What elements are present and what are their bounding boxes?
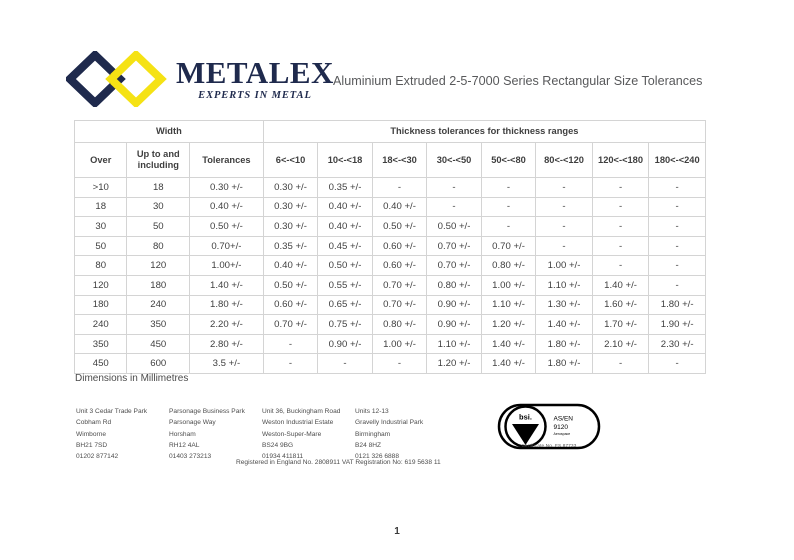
address-line: Wimborne: [76, 430, 107, 438]
table-cell: 30: [127, 197, 190, 217]
table-cell: 600: [127, 354, 190, 374]
address-line: Unit 36, Buckingham Road: [262, 408, 341, 415]
table-cell: 0.60 +/-: [372, 236, 427, 256]
table-cell: 2.30 +/-: [649, 334, 706, 354]
table-cell: -: [649, 178, 706, 198]
table-cell: -: [263, 334, 318, 354]
table-row: [75, 334, 706, 354]
address-column: [262, 406, 355, 463]
table-cell: 0.80 +/-: [481, 256, 536, 276]
table-cell: 0.40 +/-: [263, 256, 318, 276]
table-cell: 0.70+/-: [190, 236, 264, 256]
table-cell: 0.80 +/-: [427, 275, 482, 295]
table-cell: -: [649, 275, 706, 295]
address-block: [76, 406, 448, 463]
table-cell: 1.40 +/-: [190, 275, 264, 295]
address-line: Horsham: [169, 430, 196, 438]
logo-wordmark: [176, 54, 334, 102]
table-cell: -: [427, 178, 482, 198]
table-cell: 0.90 +/-: [427, 315, 482, 335]
table-cell: -: [372, 178, 427, 198]
table-cell: 80: [75, 256, 127, 276]
table-cell: -: [263, 354, 318, 374]
table-cell: -: [536, 178, 593, 198]
table-row: [75, 315, 706, 335]
table-cell: 3.5 +/-: [190, 354, 264, 374]
table-cell: 0.70 +/-: [427, 256, 482, 276]
table-cell: -: [592, 354, 649, 374]
table-cell: 450: [75, 354, 127, 374]
table-cell: 1.20 +/-: [427, 354, 482, 374]
table-cell: 120: [127, 256, 190, 276]
table-cell: 180: [75, 295, 127, 315]
address-line: Birmingham: [355, 430, 391, 438]
table-cell: 0.50 +/-: [190, 217, 264, 237]
column-header-over: Over: [75, 143, 127, 178]
table-cell: -: [649, 217, 706, 237]
table-body: [75, 178, 706, 374]
table-cell: 120: [75, 275, 127, 295]
table-cell: 240: [127, 295, 190, 315]
address-column: [76, 406, 169, 463]
table-row: [75, 295, 706, 315]
column-header-10-18: 10<-<18: [318, 143, 373, 178]
address-line: Weston Industrial Estate: [262, 419, 334, 427]
group-header-width: Width: [75, 121, 264, 143]
table-cell: 0.50 +/-: [263, 275, 318, 295]
column-header-30-50: 30<-<50: [427, 143, 482, 178]
address-line: Unit 3 Cedar Trade Park: [76, 408, 148, 415]
metalex-logo: [66, 51, 334, 107]
column-header-120-180: 120<-<180: [592, 143, 649, 178]
table-cell: 0.90 +/-: [318, 334, 373, 354]
table-cell: 1.70 +/-: [592, 315, 649, 335]
table-cell: 180: [127, 275, 190, 295]
table-cell: 0.50 +/-: [427, 217, 482, 237]
table-row: [75, 354, 706, 374]
group-header-thickness: Thickness tolerances for thickness ranges: [263, 121, 705, 143]
table-cell: -: [481, 217, 536, 237]
table-cell: 0.60 +/-: [263, 295, 318, 315]
table-cell: 0.30 +/-: [263, 197, 318, 217]
address-line: 0121 326 6888: [355, 453, 400, 461]
table-cell: 0.90 +/-: [427, 295, 482, 315]
table-cell: 0.65 +/-: [318, 295, 373, 315]
table-cell: 1.00 +/-: [372, 334, 427, 354]
address-line: 01403 273213: [169, 453, 212, 461]
table-cell: 1.40 +/-: [592, 275, 649, 295]
metalex-diamonds-icon: [66, 51, 174, 107]
table-cell: -: [592, 256, 649, 276]
table-cell: 1.60 +/-: [592, 295, 649, 315]
page-number: 1: [394, 526, 400, 537]
address-column: [169, 406, 262, 463]
table-cell: 0.30 +/-: [263, 178, 318, 198]
table-cell: -: [592, 236, 649, 256]
size-tolerances-table: [74, 120, 706, 374]
table-cell: 50: [127, 217, 190, 237]
table-cell: 350: [75, 334, 127, 354]
table-cell: -: [649, 197, 706, 217]
table-cell: 80: [127, 236, 190, 256]
table-cell: 0.60 +/-: [372, 256, 427, 276]
table-cell: 0.70 +/-: [263, 315, 318, 335]
table-cell: 50: [75, 236, 127, 256]
table-cell: 1.80 +/-: [536, 354, 593, 374]
address-line: B24 8HZ: [355, 441, 382, 449]
page-title: Aluminium Extruded 2-5-7000 Series Rectangular Size Tolerances: [333, 74, 703, 88]
table-cell: 1.10 +/-: [481, 295, 536, 315]
table-cell: 1.10 +/-: [536, 275, 593, 295]
table-cell: 0.70 +/-: [372, 295, 427, 315]
column-header-50-80: 50<-<80: [481, 143, 536, 178]
table-row: [75, 236, 706, 256]
table-cell: -: [481, 197, 536, 217]
table-cell: 1.80 +/-: [649, 295, 706, 315]
table-cell: 0.30 +/-: [263, 217, 318, 237]
table-cell: 30: [75, 217, 127, 237]
table-cell: 0.40 +/-: [190, 197, 264, 217]
brand-name: METALEX: [176, 54, 334, 90]
table-cell: 2.80 +/-: [190, 334, 264, 354]
table-cell: -: [649, 256, 706, 276]
table-cell: 1.30 +/-: [536, 295, 593, 315]
address-line: RH12 4AL: [169, 441, 200, 449]
company-registration-line: Registered in England No. 2808911 VAT Registration No: 619 5638 11: [236, 459, 441, 466]
table-cell: 1.80 +/-: [536, 334, 593, 354]
table-cell: 1.40 +/-: [481, 354, 536, 374]
bsi-standard-label: AS/EN: [553, 415, 574, 423]
address-line: Units 12-13: [355, 408, 389, 415]
table-cell: 1.40 +/-: [481, 334, 536, 354]
address-line: 01934 411811: [262, 453, 304, 461]
table-row: [75, 275, 706, 295]
bsi-sector-label: Aerospace: [553, 432, 571, 436]
address-line: Gravelly Industrial Park: [355, 419, 424, 427]
table-cell: 1.80 +/-: [190, 295, 264, 315]
address-line: Parsonage Business Park: [169, 408, 245, 415]
bsi-certificate-number: Certificate No. FS 87733: [521, 443, 577, 448]
address-line: 01202 877142: [76, 453, 119, 461]
table-cell: 240: [75, 315, 127, 335]
table-cell: 0.55 +/-: [318, 275, 373, 295]
table-cell: -: [318, 354, 373, 374]
table-row: [75, 178, 706, 198]
table-cell: -: [592, 217, 649, 237]
table-column-header-row: [75, 143, 706, 178]
table-cell: 1.10 +/-: [427, 334, 482, 354]
table-cell: -: [649, 236, 706, 256]
table-row: [75, 217, 706, 237]
column-header-80-120: 80<-<120: [536, 143, 593, 178]
table-cell: -: [592, 197, 649, 217]
bsi-number-label: 9120: [553, 424, 568, 431]
table-cell: -: [536, 217, 593, 237]
table-head: [75, 121, 706, 178]
table-cell: -: [536, 197, 593, 217]
table-cell: 0.40 +/-: [372, 197, 427, 217]
table-cell: -: [649, 354, 706, 374]
column-header-6-10: 6<-<10: [263, 143, 318, 178]
address-line: Cobham Rd: [76, 419, 112, 427]
address-column: [355, 406, 448, 463]
table-cell: 0.35 +/-: [263, 236, 318, 256]
table-cell: -: [536, 236, 593, 256]
table-cell: 0.50 +/-: [318, 256, 373, 276]
table-cell: 0.70 +/-: [481, 236, 536, 256]
dimensions-note: Dimensions in Millimetres: [75, 373, 189, 384]
table-cell: 1.00+/-: [190, 256, 264, 276]
table-cell: -: [372, 354, 427, 374]
table-cell: 0.40 +/-: [318, 197, 373, 217]
table-group-header-row: [75, 121, 706, 143]
table-row: [75, 197, 706, 217]
table-cell: 1.00 +/-: [536, 256, 593, 276]
address-line: Parsonage Way: [169, 419, 216, 427]
address-line: BH21 7SD: [76, 441, 108, 449]
column-header-180-240: 180<-<240: [649, 143, 706, 178]
table-cell: 450: [127, 334, 190, 354]
brand-tagline: EXPERTS IN METAL: [198, 89, 312, 101]
address-line: Weston-Super-Mare: [262, 430, 322, 438]
table-cell: 0.80 +/-: [372, 315, 427, 335]
svg-text:bsi.: bsi.: [519, 412, 532, 422]
table-cell: 1.90 +/-: [649, 315, 706, 335]
address-line: BS24 9BG: [262, 441, 294, 449]
table-cell: -: [592, 178, 649, 198]
table-cell: 1.40 +/-: [536, 315, 593, 335]
table-cell: 0.70 +/-: [427, 236, 482, 256]
table-cell: 18: [127, 178, 190, 198]
column-header-tolerances: Tolerances: [190, 143, 264, 178]
table-cell: >10: [75, 178, 127, 198]
table-cell: 0.70 +/-: [372, 275, 427, 295]
table-cell: -: [427, 197, 482, 217]
table-row: [75, 256, 706, 276]
table-cell: 18: [75, 197, 127, 217]
table-cell: 2.10 +/-: [592, 334, 649, 354]
table-cell: 350: [127, 315, 190, 335]
table-cell: 0.40 +/-: [318, 217, 373, 237]
table-cell: 0.75 +/-: [318, 315, 373, 335]
table-cell: 2.20 +/-: [190, 315, 264, 335]
table-cell: 0.45 +/-: [318, 236, 373, 256]
table-cell: 1.20 +/-: [481, 315, 536, 335]
column-header-18-30: 18<-<30: [372, 143, 427, 178]
table-cell: 0.35 +/-: [318, 178, 373, 198]
column-header-upto: Up to and including: [127, 143, 190, 178]
table-cell: -: [481, 178, 536, 198]
table-cell: 0.50 +/-: [372, 217, 427, 237]
table-cell: 1.00 +/-: [481, 275, 536, 295]
table-cell: 0.30 +/-: [190, 178, 264, 198]
